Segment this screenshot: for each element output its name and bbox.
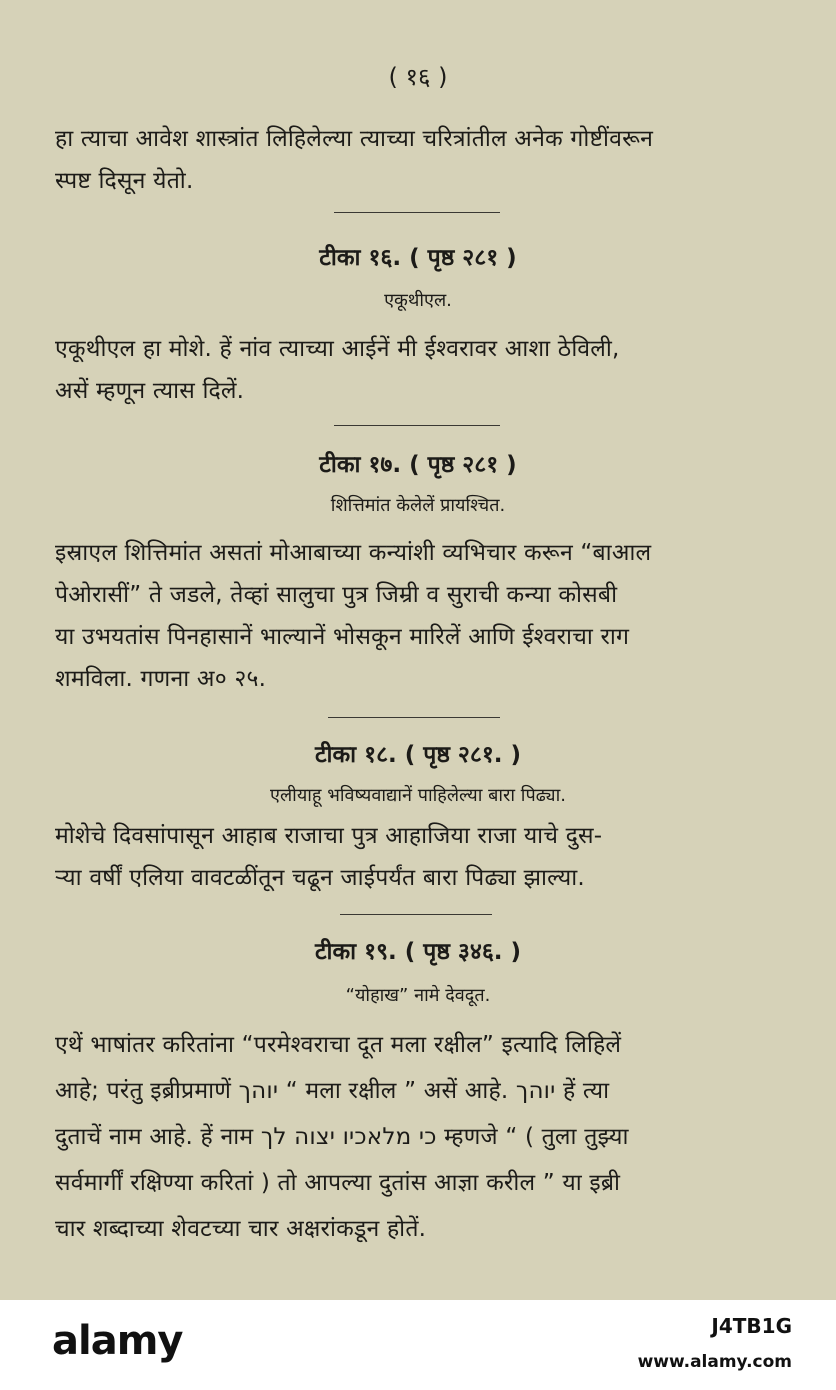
paragraph-intro [55, 118, 785, 202]
text-line: आहे; परंतु इब्रीप्रमाणें יוהך “ मला रक्षील ” असें आहे. יוהך हें त्या [55, 1078, 610, 1104]
text-line: सर्वमार्गीं रक्षिण्या करितां ) तो आपल्या दुतांस आज्ञा करील ” या इब्री [55, 1170, 621, 1196]
text-line: ऱ्या वर्षीं एलिया वावटळींतून चढून जाईपर्यंत बारा पिढ्या झाल्या. [55, 865, 585, 891]
note-18-body [55, 815, 785, 899]
text-line: चार शब्दाच्या शेवटच्या चार अक्षरांकडून होतें. [55, 1216, 427, 1242]
text-line: हा त्याचा आवेश शास्त्रांत लिहिलेल्या त्याच्या चरित्रांतील अनेक गोष्टींवरून [55, 126, 654, 152]
image-id: J4TB1G [711, 1314, 792, 1338]
note-18-title: एलीयाहू भविष्यवाद्यानें पाहिलेल्या बारा पिढ्या. [270, 785, 566, 806]
page-number: ( १६ ) [388, 63, 448, 91]
divider [340, 914, 492, 915]
text-line: एकूथीएल हा मोशे. हें नांव त्याच्या आईनें मी ईश्वरावर आशा ठेविली, [55, 336, 620, 362]
note-17-title: शित्तिमांत केलेलें प्रायश्चित. [330, 495, 506, 516]
text-line: इस्राएल शित्तिमांत असतां मोआबाच्या कन्यांशी व्यभिचार करून “बाआल [55, 540, 652, 566]
note-19-body [55, 1022, 785, 1252]
stock-photo-footer [0, 1300, 836, 1390]
site-url: www.alamy.com [637, 1352, 792, 1372]
note-17-heading: टीका १७. ( पृष्ठ २८१ ) [319, 452, 517, 478]
note-16-title: एकूथीएल. [384, 290, 452, 311]
text-line: दुताचें नाम आहे. हें नाम כי מלאכיו יצוה לך म्हणजे “ ( तुला तुझ्या [55, 1124, 629, 1150]
note-19-title: “योहाख” नामे देवदूत. [345, 985, 491, 1006]
text-line: स्पष्ट दिसून येतो. [55, 168, 194, 194]
note-18-heading: टीका १८. ( पृष्ठ २८१. ) [314, 742, 522, 768]
text-line: एथें भाषांतर करितांना “परमेश्वराचा दूत मला रक्षील” इत्यादि लिहिलें [55, 1032, 622, 1058]
text-line: पेओरासीं” ते जडले, तेव्हां सालुचा पुत्र जिम्री व सुराची कन्या कोसबी [55, 582, 618, 608]
note-17-body [55, 532, 785, 700]
text-line: मोशेचे दिवसांपासून आहाब राजाचा पुत्र आहाजिया राजा याचे दुस- [55, 823, 603, 849]
note-19-heading: टीका १९. ( पृष्ठ ३४६. ) [314, 939, 522, 965]
divider [334, 425, 500, 426]
text-line: शमविला. गणना अ० २५. [55, 666, 267, 692]
note-16-body [55, 328, 785, 412]
alamy-logo: alamy [52, 1318, 183, 1364]
divider [328, 717, 500, 718]
divider [334, 212, 500, 213]
text-line: असें म्हणून त्यास दिलें. [55, 378, 245, 404]
note-16-heading: टीका १६. ( पृष्ठ २८१ ) [319, 245, 517, 271]
text-line: या उभयतांस पिनहासानें भाल्यानें भोसकून मारिलें आणि ईश्वराचा राग [55, 624, 630, 650]
